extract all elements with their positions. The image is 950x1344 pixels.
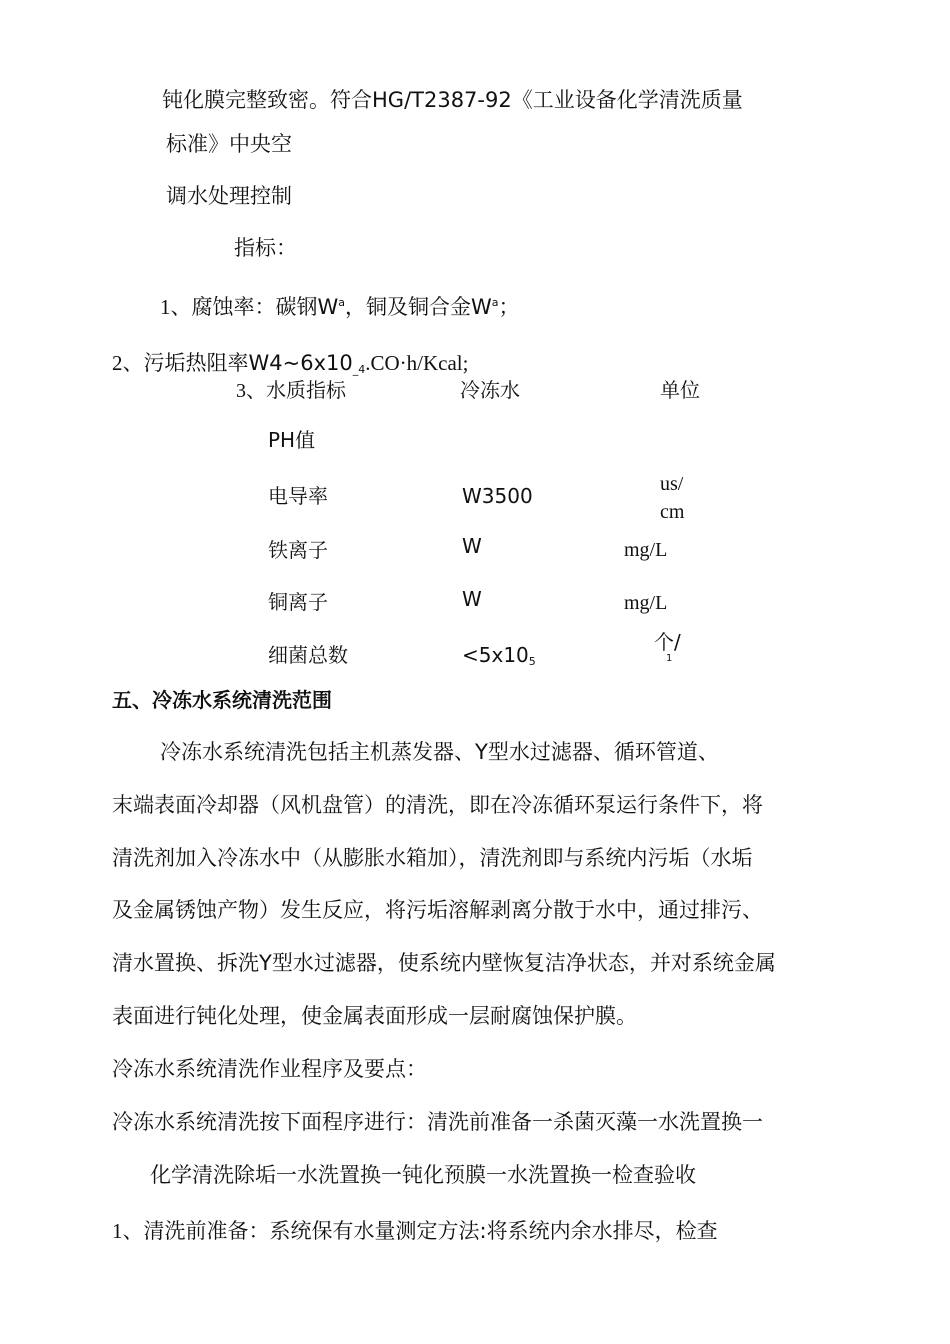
table-row-conductivity-unit-2: cm xyxy=(660,501,685,523)
paragraph-line: 清洗剂加入冷冻水中（从膨胀水箱加），清洗剂即与系统内污垢（水垢 xyxy=(112,846,753,870)
bacteria-value-exp: 5 xyxy=(528,655,536,668)
table-row-conductivity-value: W3500 xyxy=(462,484,533,508)
bacteria-value-base: <5x10 xyxy=(462,643,529,667)
procedure-line-1: 冷冻水系统清洗按下面程序进行：清洗前准备一杀菌灭藻一水洗置换一 xyxy=(112,1110,763,1134)
paragraph-line: 清水置换、拆洗Y型水过滤器，使系统内壁恢复洁净状态，并对系统金属 xyxy=(112,951,776,975)
table-header-index xyxy=(236,376,346,405)
prep-line xyxy=(112,1217,718,1245)
superscript: a xyxy=(338,296,346,309)
fouling-text: 污垢热阻率W4~6x10 xyxy=(143,351,353,375)
section-heading: 五、冷冻水系统清洗范围 xyxy=(112,688,332,712)
table-row-bacteria-value xyxy=(462,641,536,676)
table-header-chilled-water: 冷冻水 xyxy=(460,378,520,402)
table-row-conductivity-name: 电导率 xyxy=(268,484,328,508)
table-row-bacteria-unit-2: 1 xyxy=(666,653,673,664)
procedure-heading: 冷冻水系统清洗作业程序及要点： xyxy=(112,1057,427,1081)
subscript: _4 xyxy=(352,363,366,376)
prep-text: 清洗前准备：系统保有水量测定方法:将系统内余水排尽，检查 xyxy=(143,1219,718,1243)
table-index: 3、 xyxy=(236,380,266,402)
text-line-5 xyxy=(160,289,520,321)
procedure-line-2: 化学清洗除垢一水洗置换一钝化预膜一水洗置换一检查验收 xyxy=(150,1163,696,1187)
item-number: 1、 xyxy=(112,1219,144,1243)
table-header-unit: 单位 xyxy=(660,378,700,402)
table-row-ph-name: PH值 xyxy=(268,428,316,452)
table-row-iron-name: 铁离子 xyxy=(268,538,328,562)
table-row-iron-unit: mg/L xyxy=(624,539,668,561)
corrosion-text: 腐蚀率：碳钢W xyxy=(191,295,339,319)
paragraph-line: 冷冻水系统清洗包括主机蒸发器、Y型水过滤器、循环管道、 xyxy=(160,740,719,764)
paragraph-line: 及金属锈蚀产物）发生反应，将污垢溶解剥离分散于水中，通过排污、 xyxy=(112,898,763,922)
table-row-copper-value: W xyxy=(462,587,482,611)
table-row-bacteria-name: 细菌总数 xyxy=(268,643,348,667)
item-number: 1、 xyxy=(160,295,192,319)
table-row-copper-unit: mg/L xyxy=(624,592,668,614)
text-line-3: 调水处理控制 xyxy=(166,184,292,208)
table-row-conductivity-unit-1: us/ xyxy=(660,473,684,495)
table-row-copper-name: 铜离子 xyxy=(268,590,328,614)
line-end: ； xyxy=(498,295,520,319)
table-header-indicator: 水质指标 xyxy=(266,378,346,402)
item-number: 2、 xyxy=(112,351,144,375)
copper-text: ，铜及铜合金W xyxy=(345,295,492,319)
paragraph-line: 表面进行钝化处理，使金属表面形成一层耐腐蚀保护膜。 xyxy=(112,1004,637,1028)
text-line-2: 标准》中央空 xyxy=(166,132,292,156)
text-line-4: 指标： xyxy=(234,236,297,260)
text-line-1: 钝化膜完整致密。符合HG/T2387-92《工业设备化学清洗质量 xyxy=(162,88,743,112)
table-row-bacteria-unit-1: 个/ xyxy=(654,630,681,654)
table-row-iron-value: W xyxy=(462,534,482,558)
superscript: a xyxy=(491,296,499,309)
fouling-unit: .CO·h/Kcal; xyxy=(365,351,469,375)
paragraph-line: 末端表面冷却器（风机盘管）的清洗，即在冷冻循环泵运行条件下，将 xyxy=(112,793,763,817)
